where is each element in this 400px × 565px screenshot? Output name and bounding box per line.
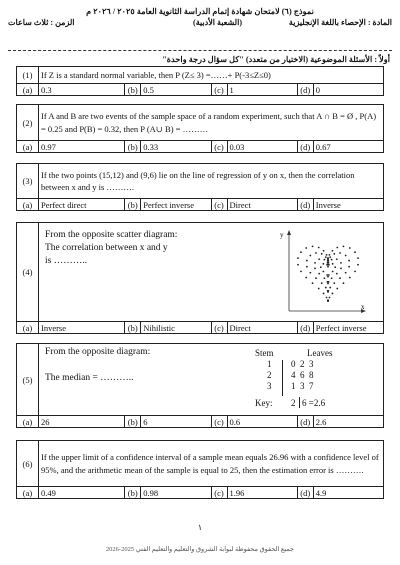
option-letter: (a): [17, 141, 39, 153]
scatter-point: [326, 274, 328, 276]
scatter-point: [327, 266, 329, 268]
scatter-point: [332, 271, 334, 273]
question-text: If the two points (15,12) and (9,6) lie on the line of regression of y on x, then the correlation between x and y is ……….: [39, 164, 384, 199]
question-5: [16, 343, 384, 428]
scatter-point: [336, 273, 338, 275]
question-number: (4): [17, 223, 39, 322]
option-letter: (d): [297, 141, 313, 153]
scatter-point: [332, 250, 334, 252]
scatter-point: [306, 260, 308, 262]
option-a[interactable]: Inverse: [39, 322, 125, 334]
exam-title: نموذج (٦) لامتحان شهادة إتمام الدراسة الثانوية العامة ٢٠٢٥ / ٢٠٢٦ م: [86, 7, 314, 16]
scatter-point: [322, 271, 324, 273]
option-letter: (d): [297, 322, 313, 334]
question-text-line: From the opposite scatter diagram:: [45, 230, 178, 240]
option-b[interactable]: Perfect inverse: [141, 199, 211, 211]
question-3: [16, 163, 384, 211]
option-a[interactable]: 0.3: [39, 84, 125, 96]
key-divider: [299, 397, 300, 408]
scatter-point: [334, 266, 336, 268]
option-d[interactable]: 4.9: [313, 487, 383, 499]
option-letter: (a): [17, 416, 39, 428]
question-body: [39, 223, 384, 322]
option-letter: (c): [211, 416, 227, 428]
scatter-point: [323, 293, 325, 295]
stem-leaf-diagram: [255, 348, 384, 410]
scatter-point: [343, 282, 345, 284]
question-number: (3): [17, 164, 39, 199]
question-text: If Z is a standard normal variable, then P (Z≤ 3) =……+ P(-3≤Z≤0): [39, 67, 384, 84]
option-d[interactable]: 0: [313, 84, 383, 96]
y-axis-label: y: [280, 231, 284, 239]
leaf-values: 0 2 3: [291, 359, 314, 369]
scatter-point: [343, 245, 345, 247]
question-number: (1): [17, 67, 39, 84]
scatter-point: [340, 262, 342, 264]
scatter-point: [318, 258, 320, 260]
scatter-point: [327, 262, 329, 264]
scatter-point: [326, 264, 328, 266]
question-6: [16, 440, 384, 499]
option-letter: (c): [211, 487, 227, 499]
question-number: (2): [17, 105, 39, 141]
scatter-point: [323, 277, 325, 279]
option-c[interactable]: 0.03: [227, 141, 297, 153]
question-text: If A and B are two events of the sample space of a random experiment, such that A ∩ B = Ø , P(A) = 0.25 and P(B) = 0.32, then P (A∪ B) = ………: [39, 105, 384, 141]
scatter-point: [340, 268, 342, 270]
option-letter: (d): [297, 84, 313, 96]
scatter-point: [336, 288, 338, 290]
option-letter: (a): [17, 322, 39, 334]
scatter-point: [305, 277, 307, 279]
scatter-point: [309, 255, 311, 257]
question-text-line: is ………..: [45, 256, 87, 266]
question-number: (5): [17, 344, 39, 416]
option-d[interactable]: Perfect inverse: [313, 322, 383, 334]
scatter-point: [339, 277, 341, 279]
scatter-point: [349, 277, 351, 279]
option-letter: (a): [17, 487, 39, 499]
option-letter: (d): [297, 416, 313, 428]
question-text-line: The correlation between x and y: [45, 243, 168, 253]
scatter-point: [327, 281, 329, 283]
option-a[interactable]: 26: [39, 416, 125, 428]
scatter-point: [327, 276, 329, 278]
scatter-point: [354, 251, 356, 253]
scatter-point: [332, 263, 334, 265]
scatter-point: [329, 287, 331, 289]
option-c[interactable]: Direct: [227, 199, 297, 211]
scatter-point: [320, 266, 322, 268]
scatter-point: [333, 282, 335, 284]
scatter-point: [336, 258, 338, 260]
scatter-points: [297, 245, 359, 302]
leaves-header: Leaves: [307, 348, 333, 358]
option-c[interactable]: 1.96: [227, 487, 297, 499]
header-divider: [8, 50, 392, 51]
option-c[interactable]: 1: [227, 84, 297, 96]
scatter-point: [300, 251, 302, 253]
question-text: If the upper limit of a confidence interval of a sample mean equals 26.96 with a confidence level of 95%, and the arithmetic mean of the sample is equal to 25, then the estimation error is ……….: [39, 441, 384, 487]
scatter-point: [326, 254, 328, 256]
scatter-point: [297, 264, 299, 266]
section-title: أولاً : الأسئلة الموضوعية (الاختيار من متعدد) "كل سؤال درجة واحدة": [162, 55, 390, 64]
x-axis-label: x: [361, 303, 365, 311]
scatter-point: [345, 272, 347, 274]
scatter-point: [321, 253, 323, 255]
scatter-point: [323, 259, 325, 261]
option-letter: (b): [125, 199, 141, 211]
question-1: [16, 66, 384, 96]
scatter-point: [312, 245, 314, 247]
scatter-point: [305, 247, 307, 249]
scatter-point: [336, 247, 338, 249]
option-b[interactable]: 6: [141, 416, 211, 428]
question-text-line: The median = ………..: [45, 373, 134, 383]
page-number: ١: [197, 523, 203, 532]
scatter-point: [306, 266, 308, 268]
scatter-point: [357, 257, 359, 259]
scatter-point: [357, 264, 359, 266]
option-letter: (c): [211, 199, 227, 211]
leaf-values: 4 6 8: [291, 370, 314, 380]
scatter-point: [321, 282, 323, 284]
scatter-point: [326, 297, 328, 299]
option-b[interactable]: 0.5: [141, 84, 211, 96]
option-letter: (a): [17, 84, 39, 96]
question-2: [16, 104, 384, 153]
leaf-values: 1 3 7: [291, 381, 314, 391]
scatter-point: [332, 293, 334, 295]
scatter-point: [348, 266, 350, 268]
footer-copyright: جميع الحقوق محفوظة لبوابة الشروق والتعليم والتعليم الفني 2025-2026: [105, 546, 295, 553]
option-letter: (b): [125, 322, 141, 334]
scatter-point: [348, 260, 350, 262]
option-c[interactable]: Direct: [227, 322, 297, 334]
scatter-point: [314, 262, 316, 264]
option-letter: (a): [17, 199, 39, 211]
key-value: 6 =2.6: [302, 398, 326, 408]
stem-header: Stem: [255, 348, 274, 358]
scatter-point: [327, 290, 329, 292]
option-letter: (c): [211, 141, 227, 153]
scatter-point: [329, 256, 331, 258]
option-b[interactable]: Nihilistic: [141, 322, 211, 334]
scatter-point: [323, 250, 325, 252]
y-arrow: [287, 230, 291, 235]
scatter-point: [312, 282, 314, 284]
scatter-point: [339, 252, 341, 254]
option-c[interactable]: 0.6: [227, 416, 297, 428]
option-b[interactable]: 0.33: [141, 141, 211, 153]
subject-label: المادة : الإحصاء باللغة الإنجليزية: [288, 18, 392, 27]
time-label: الزمن : ثلاث ساعات: [8, 18, 75, 27]
scatter-point: [318, 273, 320, 275]
option-d[interactable]: 2.6: [313, 416, 383, 428]
option-d[interactable]: Inverse: [313, 199, 383, 211]
key-stem: 2: [291, 398, 296, 408]
option-d[interactable]: 0.67: [313, 141, 383, 153]
scatter-point: [349, 247, 351, 249]
option-letter: (d): [297, 487, 313, 499]
option-letter: (c): [211, 84, 227, 96]
scatter-point: [345, 255, 347, 257]
scatter-point: [315, 277, 317, 279]
scatter-point: [329, 297, 331, 299]
scatter-point: [322, 263, 324, 265]
scatter-point: [318, 288, 320, 290]
scatter-point: [331, 259, 333, 261]
option-b[interactable]: 0.98: [141, 487, 211, 499]
scatter-point: [328, 274, 330, 276]
stem-value: 2: [267, 370, 272, 380]
scatter-point: [327, 260, 329, 262]
scatter-point: [309, 272, 311, 274]
scatter-point: [333, 253, 335, 255]
question-text-line: From the opposite diagram:: [45, 347, 151, 357]
option-letter: (d): [297, 199, 313, 211]
scatter-point: [329, 254, 331, 256]
scatter-point: [300, 270, 302, 272]
scatter-point: [325, 256, 327, 258]
key-label: Key:: [255, 398, 273, 408]
question-number: (6): [17, 441, 39, 487]
option-letter: (b): [125, 416, 141, 428]
option-letter: (c): [211, 322, 227, 334]
scatter-point: [327, 299, 329, 301]
scatter-point: [354, 270, 356, 272]
scatter-point: [318, 247, 320, 249]
question-body: [39, 344, 384, 416]
scatter-point: [328, 264, 330, 266]
scatter-point: [327, 257, 329, 259]
option-a[interactable]: 0.97: [39, 141, 125, 153]
stem-value: 1: [267, 359, 272, 369]
scatter-point: [325, 287, 327, 289]
question-4: [16, 222, 384, 334]
scatter-point: [315, 252, 317, 254]
option-a[interactable]: 0.49: [39, 487, 125, 499]
option-letter: (b): [125, 141, 141, 153]
scatter-point: [331, 277, 333, 279]
scatter-point: [297, 257, 299, 259]
scatter-diagram: [279, 227, 369, 317]
stem-value: 3: [267, 381, 272, 391]
branch-label: (الشعبة الأدبية): [193, 18, 242, 27]
option-letter: (b): [125, 487, 141, 499]
scatter-point: [314, 268, 316, 270]
option-letter: (b): [125, 84, 141, 96]
option-a[interactable]: Perfect direct: [39, 199, 125, 211]
